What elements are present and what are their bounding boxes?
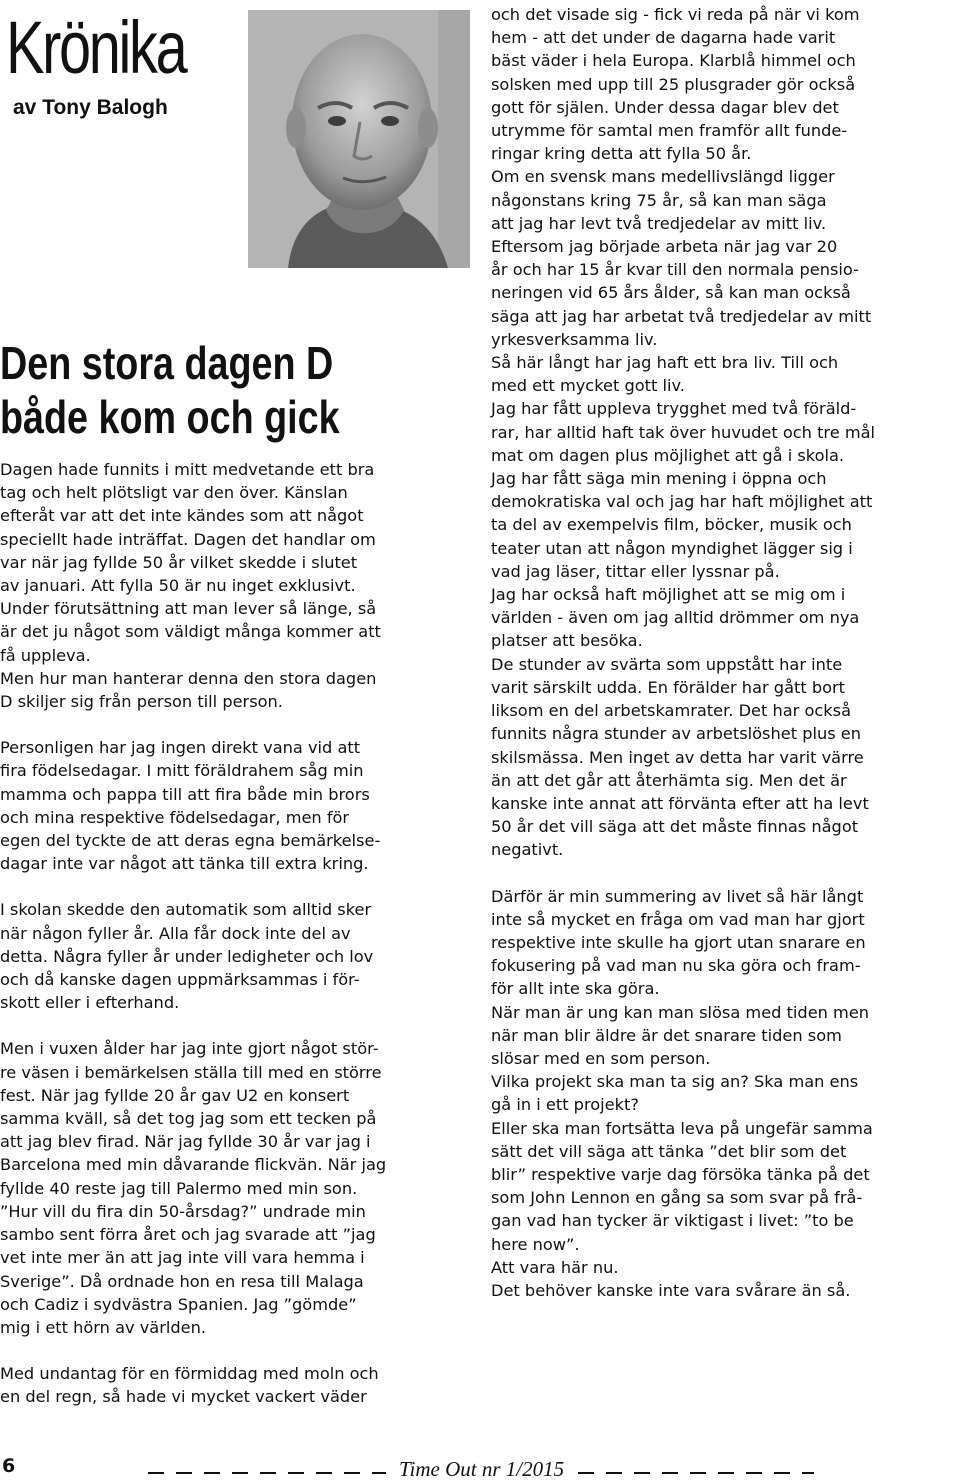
text-line: 50 år det vill säga att det måste finnas något <box>491 817 859 837</box>
text-line: ringar kring detta att fylla 50 år. <box>491 144 752 164</box>
text-line: år och har 15 år kvar till den normala pensio- <box>491 260 859 280</box>
text-line: Under förutsättning att man lever så länge, så <box>0 599 377 619</box>
text-line: skilsmässa. Men inget av detta har varit värre <box>491 747 864 767</box>
text-line: med ett mycket gott liv. <box>491 376 685 396</box>
page-number: 6 <box>2 1455 16 1477</box>
text-line: Sverige”. Då ordnade hon en resa till Malaga <box>0 1271 364 1291</box>
text-line: utrymme för samtal men framför allt funde- <box>491 121 848 141</box>
text-line: blir” respektive varje dag försöka tänka på det <box>491 1164 870 1184</box>
text-line: säga att jag har arbetat två tredjedelar av mitt <box>491 306 872 326</box>
text-line: när någon fyller år. Alla får dock inte del av <box>0 923 351 943</box>
text-line: varit särskilt udda. En förälder har gått bort <box>491 677 846 697</box>
paragraph-gap <box>0 875 475 898</box>
text-line: respektive inte skulle ha gjort utan snarare en <box>491 932 866 952</box>
text-line: Att vara här nu. <box>491 1257 619 1277</box>
text-line: hem - att det under de dagarna hade varit <box>491 28 836 48</box>
headline-line-1: Den stora dagen D <box>0 337 334 389</box>
headline-line-2: både kom och gick <box>0 391 340 443</box>
text-line: Personligen har jag ingen direkt vana vid att <box>0 738 361 758</box>
text-line: speciellt hade inträffat. Dagen det handlar om <box>0 529 376 549</box>
text-line: gå in i ett projekt? <box>491 1095 639 1115</box>
text-line: Dagen hade funnits i mitt medvetande ett bra <box>0 460 375 479</box>
paragraph-gap <box>491 862 960 885</box>
text-line: någonstans kring 75 år, så kan man säga <box>491 190 827 210</box>
text-line: funnits några stunder av arbetslöshet plus en <box>491 724 862 744</box>
paragraph-gap <box>0 1339 475 1362</box>
text-line: ”Hur vill du fira din 50-årsdag?” undrade min <box>0 1201 366 1221</box>
text-line: Barcelona med min dåvarande flickvän. När jag <box>0 1155 387 1175</box>
text-line: Jag har fått uppleva trygghet med två föräld- <box>491 399 857 419</box>
text-line: Så här långt har jag haft ett bra liv. Till och <box>491 353 839 373</box>
text-line: efteråt var att det inte kändes som att något <box>0 506 364 526</box>
text-line: I skolan skedde den automatik som alltid sker <box>0 900 372 920</box>
text-line: världen - även om jag alltid drömmer om nya <box>491 608 860 628</box>
text-line: rar, har alltid haft tak över huvudet och tre mål <box>491 422 876 442</box>
text-line: Jag har fått säga min mening i öppna och <box>491 469 827 489</box>
text-line: var när jag fyllde 50 år vilket skedde i slutet <box>0 552 358 572</box>
text-line: När man är ung kan man slösa med tiden men <box>491 1002 870 1022</box>
text-line: De stunder av svärta som uppstått har inte <box>491 654 843 674</box>
column-title: Krönika <box>6 6 186 89</box>
text-line: detta. Några fyller år under ledigheter och lov <box>0 946 374 966</box>
text-line: mat om dagen plus möjlighet att gå i skola. <box>491 445 845 465</box>
text-line: och då kanske dagen uppmärksammas i för- <box>0 970 360 990</box>
text-line: egen del tyckte de att deras egna bemärkelse- <box>0 831 381 851</box>
text-line: få uppleva. <box>0 645 91 665</box>
text-line: fyllde 40 reste jag till Palermo med min son. <box>0 1178 358 1198</box>
text-line: Jag har också haft möjlighet att se mig om i <box>491 585 846 605</box>
author-byline: av Tony Balogh <box>13 96 168 119</box>
text-line: yrkesverksamma liv. <box>491 329 658 349</box>
text-line: kanske inte annat att förvänta efter att ha levt <box>491 793 869 813</box>
text-line: än att det går att återhämta sig. Men det är <box>491 770 847 790</box>
text-line: fest. När jag fyllde 20 år gav U2 en konsert <box>0 1085 350 1105</box>
text-line: Men i vuxen ålder har jag inte gjort något stör- <box>0 1039 379 1059</box>
text-line: here now”. <box>491 1234 580 1254</box>
text-line: D skiljer sig från person till person. <box>0 692 283 712</box>
text-line: fokusering på vad man nu ska göra och fram- <box>491 956 861 976</box>
text-line: att jag har levt två tredjedelar av mitt liv. <box>491 213 827 233</box>
text-line: Om en svensk mans medellivslängd ligger <box>491 167 835 187</box>
text-line: vad jag läser, tittar eller lyssnar på. <box>491 561 780 581</box>
text-line: skott eller i efterhand. <box>0 993 180 1013</box>
text-line: demokratiska val och jag har haft möjlighet att <box>491 492 873 512</box>
text-line: samma kväll, så det tog jag som ett tecken på <box>0 1109 377 1129</box>
footer-dashes-left <box>148 1472 386 1474</box>
paragraph-gap <box>0 1014 475 1037</box>
article-headline <box>0 336 340 444</box>
text-line: Eftersom jag började arbeta när jag var 20 <box>491 237 838 257</box>
text-line: gott för själen. Under dessa dagar blev det <box>491 97 839 117</box>
text-line: av januari. Att fylla 50 är nu inget exklusivt. <box>0 576 356 596</box>
text-line: sambo sent förra året och jag svarade att ”jag <box>0 1225 376 1245</box>
text-line: Det behöver kanske inte vara svårare än så. <box>491 1280 851 1300</box>
text-line: ta del av exempelvis film, böcker, musik och <box>491 515 852 535</box>
text-line: bäst väder i hela Europa. Klarblå himmel och <box>491 51 856 71</box>
magazine-issue: Time Out nr 1/2015 <box>399 1457 565 1481</box>
footer-dashes-right <box>578 1472 814 1474</box>
text-line: Men hur man hanterar denna den stora dagen <box>0 668 377 688</box>
text-line: Eller ska man fortsätta leva på ungefär samma <box>491 1118 873 1138</box>
text-line: vet inte mer än att jag inte vill vara hemma i <box>0 1248 365 1268</box>
left-text-column <box>0 458 475 1409</box>
author-photo <box>248 10 470 268</box>
text-line: platser att besöka. <box>491 631 643 651</box>
text-line: mig i ett hörn av världen. <box>0 1317 207 1337</box>
text-line: slösar med en som person. <box>491 1048 711 1068</box>
text-line: Därför är min summering av livet så här långt <box>491 886 864 906</box>
text-line: dagar inte var något att tänka till extra kring. <box>0 854 369 874</box>
right-text-column <box>491 3 960 1302</box>
portrait-illustration <box>248 10 470 268</box>
text-line: som John Lennon en gång sa som svar på frå- <box>491 1188 863 1208</box>
text-line: en del regn, så hade vi mycket vackert väder <box>0 1387 367 1407</box>
text-line: är det ju något som väldigt många kommer att <box>0 622 381 642</box>
paragraph-gap <box>0 713 475 736</box>
text-line: neringen vid 65 års ålder, så kan man också <box>491 283 851 303</box>
text-line: liksom en del arbetskamrater. Det har också <box>491 701 851 721</box>
text-line: när man blir äldre är det snarare tiden som <box>491 1025 842 1045</box>
text-line: gan vad han tycker är viktigast i livet: ”to be <box>491 1211 854 1231</box>
text-line: fira födelsedagar. I mitt föräldrahem såg min <box>0 761 364 781</box>
text-line: för allt inte ska göra. <box>491 979 660 999</box>
text-line: mamma och pappa till att fira både min brors <box>0 784 370 804</box>
text-line: solsken med upp till 25 plusgrader gör också <box>491 74 856 94</box>
text-line: och mina respektive födelsedagar, men för <box>0 807 350 827</box>
text-line: att jag blev firad. När jag fyllde 30 år var jag i <box>0 1132 371 1152</box>
text-line: inte så mycket en fråga om vad man har gjort <box>491 909 865 929</box>
text-line: och Cadiz i sydvästra Spanien. Jag ”gömde” <box>0 1294 357 1314</box>
text-line: Vilka projekt ska man ta sig an? Ska man ens <box>491 1072 859 1092</box>
text-line: sätt det vill säga att tänka ”det blir som det <box>491 1141 847 1161</box>
text-line: tag och helt plötsligt var den över. Känslan <box>0 483 348 503</box>
text-line: och det visade sig - fick vi reda på när vi kom <box>491 5 860 24</box>
text-line: re väsen i bemärkelsen ställa till med en större <box>0 1062 382 1082</box>
text-line: Med undantag för en förmiddag med moln och <box>0 1364 379 1384</box>
text-line: negativt. <box>491 840 564 860</box>
text-line: teater utan att någon myndighet lägger sig i <box>491 538 853 558</box>
